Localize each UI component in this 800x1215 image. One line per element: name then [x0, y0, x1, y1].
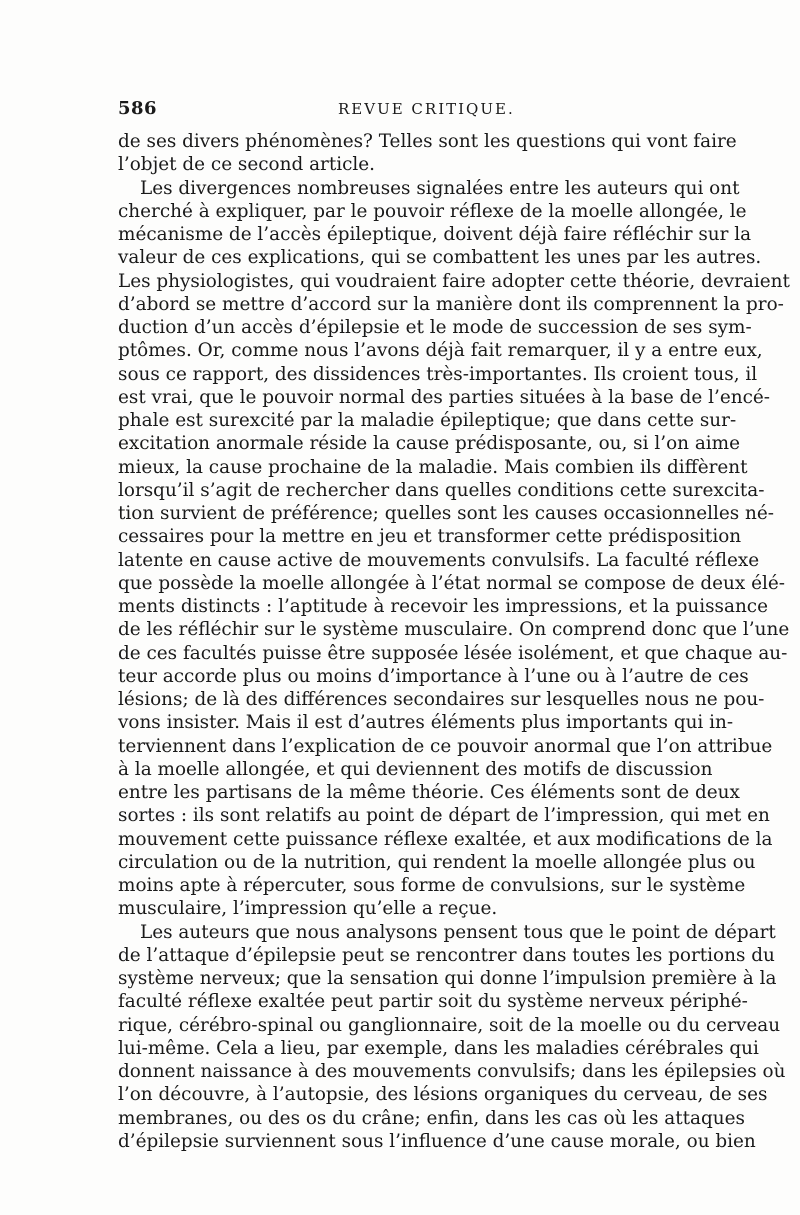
text-line: système nerveux; que la sensation qui donne l’impulsion première à la: [118, 968, 777, 989]
text-line: de ces facultés puisse être supposée lésée isolément, et que chaque au-: [118, 642, 788, 664]
text-line: lésions; de là des différences secondaires sur lesquelles nous ne pou-: [118, 689, 765, 710]
text-line: sortes : ils sont relatifs au point de départ de l’impression, qui met en: [118, 805, 770, 827]
page-number: 586: [118, 98, 158, 119]
text-line: de les réfléchir sur le système musculaire. On comprend donc que l’une: [118, 619, 790, 641]
body-text: [118, 130, 790, 1153]
text-line: latente en cause active de mouvements convulsifs. La faculté réflexe: [118, 549, 760, 571]
text-line: est vrai, que le pouvoir normal des parties situées à la base de l’encé-: [118, 386, 771, 408]
text-line: valeur de ces explications, qui se combattent les unes par les autres.: [118, 247, 762, 269]
text-line: lui-même. Cela a lieu, par exemple, dans les maladies cérébrales qui: [118, 1037, 759, 1059]
text-line: cessaires pour la mettre en jeu et transformer cette prédisposition: [118, 526, 742, 548]
text-line: d’abord se mettre d’accord sur la manière dont ils comprennent la pro-: [118, 293, 784, 315]
text-line: faculté réflexe exaltée peut partir soit du système nerveux périphé-: [118, 991, 748, 1013]
running-head: [118, 98, 684, 122]
text-line: duction d’un accès d’épilepsie et le mode de succession de ses sym-: [118, 317, 752, 338]
text-line: sous ce rapport, des dissidences très-importantes. Ils croient tous, il: [118, 363, 758, 385]
text-line: lorsqu’il s’agit de rechercher dans quelles conditions cette surexcita-: [118, 479, 765, 501]
text-line: que possède la moelle allongée à l’état normal se compose de deux élé-: [118, 572, 785, 594]
text-line: ptômes. Or, comme nous l’avons déjà fait remarquer, il y a entre eux,: [118, 340, 763, 362]
journal-title: REVUE CRITIQUE.: [338, 100, 515, 118]
text-line: donnent naissance à des mouvements convulsifs; dans les épilepsies où: [118, 1061, 786, 1082]
text-line: ments distincts : l’aptitude à recevoir les impressions, et la puissance: [118, 596, 768, 617]
text-line: musculaire, l’impression qu’elle a reçue.: [118, 898, 498, 920]
text-line: mouvement cette puissance réflexe exaltée, et aux modifications de la: [118, 828, 773, 850]
text-line: vons insister. Mais il est d’autres éléments plus importants qui in-: [118, 712, 734, 734]
text-line: de ses divers phénomènes? Telles sont les questions qui vont faire: [118, 131, 737, 152]
text-line: Les physiologistes, qui voudraient faire adopter cette théorie, devraient: [118, 270, 790, 292]
text-line: cherché à expliquer, par le pouvoir réflexe de la moelle allongée, le: [118, 200, 747, 222]
text-line: entre les partisans de la même théorie. Ces éléments sont de deux: [118, 782, 740, 803]
text-line: phale est surexcité par la maladie épileptique; que dans cette sur-: [118, 410, 737, 431]
text-line: excitation anormale réside la cause prédisposante, ou, si l’on aime: [118, 433, 741, 455]
text-line: à la moelle allongée, et qui deviennent des motifs de discussion: [118, 758, 713, 780]
text-line: l’objet de ce second article.: [118, 154, 376, 176]
text-line: Les divergences nombreuses signalées entre les auteurs qui ont: [140, 177, 740, 199]
text-line: Les auteurs que nous analysons pensent tous que le point de départ: [140, 921, 776, 943]
text-line: tion survient de préférence; quelles sont les causes occasionnelles né-: [118, 503, 774, 524]
text-line: d’épilepsie surviennent sous l’influence d’une cause morale, ou bien: [118, 1130, 756, 1152]
text-line: mieux, la cause prochaine de la maladie. Mais combien ils diffèrent: [118, 456, 748, 478]
text-line: membranes, ou des os du crâne; enfin, dans les cas où les attaques: [118, 1107, 745, 1129]
text-line: teur accorde plus ou moins d’importance à l’une ou à l’autre de ces: [118, 665, 749, 687]
text-line: terviennent dans l’explication de ce pouvoir anormal que l’on attribue: [118, 735, 773, 757]
text-line: de l’attaque d’épilepsie peut se rencontrer dans toutes les portions du: [118, 944, 775, 966]
text-line: mécanisme de l’accès épileptique, doivent déjà faire réfléchir sur la: [118, 224, 752, 245]
text-line: l’on découvre, à l’autopsie, des lésions organiques du cerveau, de ses: [118, 1084, 768, 1106]
text-line: rique, cérébro-spinal ou ganglionnaire, soit de la moelle ou du cerveau: [118, 1014, 781, 1036]
text-line: circulation ou de la nutrition, qui rendent la moelle allongée plus ou: [118, 851, 756, 873]
text-line: moins apte à répercuter, sous forme de convulsions, sur le système: [118, 875, 746, 896]
